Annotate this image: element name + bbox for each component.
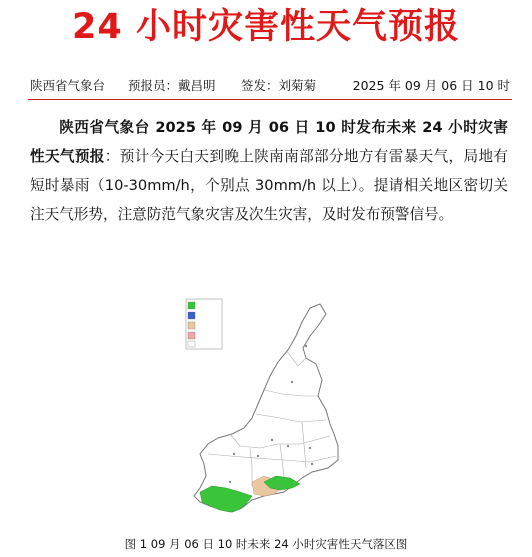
forecast-text: ：预计今天白天到晚上陕南南部部分地方有雷暴天气，局地有短时暴雨（10-30mm/h，个别点 30mm/h 以上）。提请相关地区密切关注天气形势，注意防范气象灾害及次生灾害，及时发布预警信号。 <box>30 148 508 223</box>
header-divider <box>28 99 512 100</box>
signer-label: 签发：刘菊菊 <box>241 78 317 93</box>
legend-swatch-heavy-rain <box>188 332 195 339</box>
agency-label: 陕西省气象台 <box>30 78 106 93</box>
map-caption: 图 1 09 月 06 日 10 时未来 24 小时灾害性天气落区图 <box>124 537 408 551</box>
forecast-area-map <box>160 296 380 526</box>
forecaster-label: 预报员：戴昌明 <box>128 78 216 93</box>
map-legend <box>186 299 222 349</box>
legend-swatch-gale <box>188 322 195 329</box>
legend-swatch-hail <box>188 312 195 319</box>
forecast-paragraph <box>30 113 508 229</box>
forecast-lead: 陕西省气象台 2025 年 09 月 06 日 10 时发布未来 24 小时灾害性天气预报 <box>30 119 508 165</box>
legend-swatch-other <box>188 341 195 347</box>
page-title: 24 小时灾害性天气预报 <box>72 7 460 47</box>
issue-datetime: 2025 年 09 月 06 日 10 时 <box>352 78 510 93</box>
forecast-body <box>30 113 508 229</box>
legend-swatch-thunderstorm <box>188 302 195 309</box>
meta-row <box>30 76 510 96</box>
